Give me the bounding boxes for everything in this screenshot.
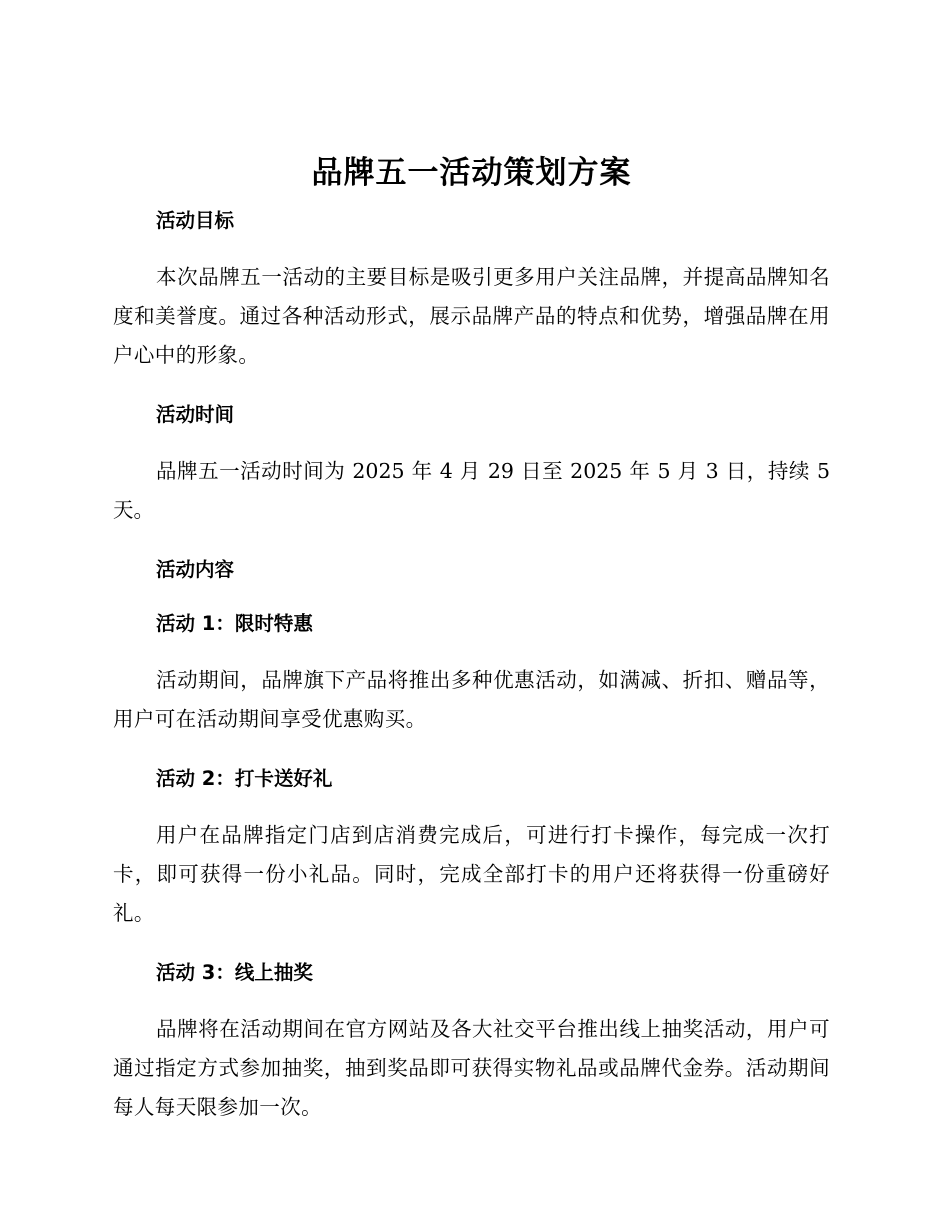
section-body-activity-3: 品牌将在活动期间在官方网站及各大社交平台推出线上抽奖活动，用户可通过指定方式参加抽奖，抽到奖品即可获得实物礼品或品牌代金券。活动期间每人每天限参加一次。	[113, 1017, 830, 1119]
document-body	[113, 150, 830, 1127]
section-heading-content: 活动内容	[156, 558, 235, 581]
section-heading-goal: 活动目标	[156, 209, 235, 232]
section-heading-activity-3: 活动 3：线上抽奖	[156, 961, 313, 984]
section-body-activity-1: 活动期间，品牌旗下产品将推出多种优惠活动，如满减、折扣、赠品等，用户可在活动期间享受优惠购买。	[113, 668, 830, 731]
section-heading-activity-2: 活动 2：打卡送好礼	[156, 767, 333, 790]
section-heading-time: 活动时间	[156, 403, 235, 426]
section-body-activity-2: 用户在品牌指定门店到店消费完成后，可进行打卡操作，每完成一次打卡，即可获得一份小礼品。同时，完成全部打卡的用户还将获得一份重磅好礼。	[113, 823, 830, 925]
section-body-goal: 本次品牌五一活动的主要目标是吸引更多用户关注品牌，并提高品牌知名度和美誉度。通过各种活动形式，展示品牌产品的特点和优势，增强品牌在用户心中的形象。	[113, 265, 830, 367]
section-heading-activity-1: 活动 1：限时特惠	[156, 612, 313, 635]
document-title: 品牌五一活动策划方案	[311, 155, 632, 191]
section-body-time: 品牌五一活动时间为 2025 年 4 月 29 日至 2025 年 5 月 3 日，持续 5 天。	[113, 459, 830, 522]
